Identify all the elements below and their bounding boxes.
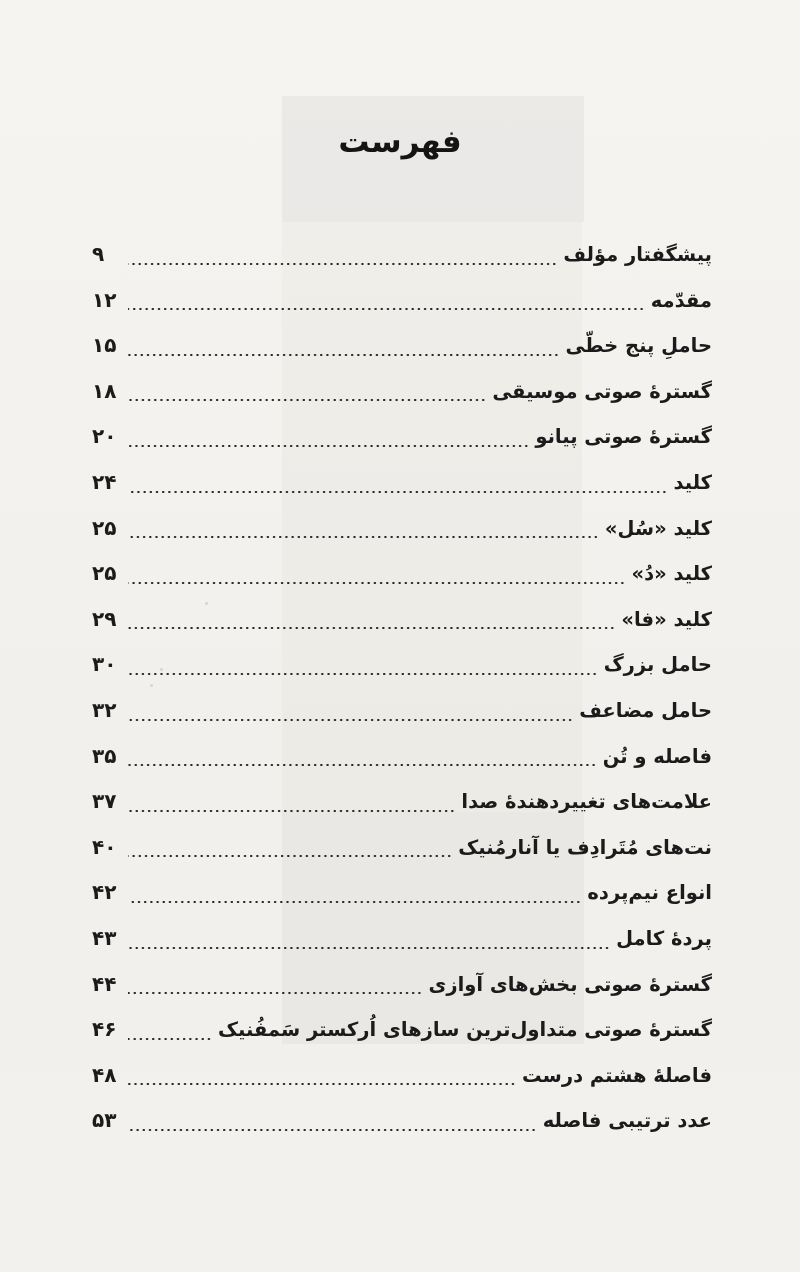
toc-entry-page: ۳۷	[92, 789, 117, 814]
dot-leader	[128, 810, 455, 812]
toc-entry-label: فاصله و تُن	[602, 744, 712, 768]
toc-entry-page: ۲۹	[92, 606, 117, 631]
toc-entry-label: گسترهٔ صوتی متداول‌ترین سازهای اُرکستر سَمفُنیک	[218, 1018, 712, 1042]
toc-entry-page: ۲۴	[92, 469, 117, 494]
toc-entry	[92, 916, 712, 962]
dot-leader	[128, 947, 610, 949]
dot-leader	[128, 627, 615, 629]
dot-leader	[128, 992, 422, 994]
toc-entry	[92, 414, 712, 460]
toc-entry-page: ۱۸	[92, 378, 117, 403]
toc-entry-label: گسترهٔ صوتی بخش‌های آوازی	[428, 972, 712, 996]
dot-leader	[128, 491, 667, 493]
toc-entry-label: حاملِ پنج خطّی	[565, 334, 712, 358]
toc-entry	[92, 1053, 712, 1099]
toc-entry-page: ۴۳	[92, 925, 117, 950]
toc-entry-page: ۳۵	[92, 743, 117, 768]
toc-entry	[92, 962, 712, 1008]
dot-leader	[128, 536, 599, 538]
toc-entry-label: فاصلهٔ هشتم درست	[522, 1063, 712, 1087]
toc-entry-label: کلید «فا»	[621, 607, 712, 631]
toc-entry	[92, 642, 712, 688]
toc-entry-label: حامل بزرگ	[603, 653, 712, 677]
dot-leader	[128, 901, 581, 903]
toc-entry	[92, 369, 712, 415]
toc-entry	[92, 551, 712, 597]
toc-entry	[92, 870, 712, 916]
toc-entry-label: مقدّمه	[650, 288, 712, 312]
dot-leader	[128, 1129, 537, 1131]
toc-entry	[92, 597, 712, 643]
toc-entry	[92, 688, 712, 734]
table-of-contents	[92, 232, 712, 1144]
toc-entry-page: ۴۲	[92, 880, 117, 905]
toc-entry-page: ۴۸	[92, 1062, 117, 1087]
toc-entry	[92, 734, 712, 780]
toc-entry-page: ۱۲	[92, 287, 117, 312]
toc-entry-label: کلید	[673, 470, 712, 494]
toc-entry-label: کلید «سُل»	[604, 516, 712, 540]
dot-leader	[128, 1083, 516, 1085]
dot-leader	[128, 263, 557, 265]
toc-entry-label: گسترهٔ صوتی پیانو	[535, 425, 712, 449]
toc-entry-page: ۳۲	[92, 697, 117, 722]
toc-entry-label: پردهٔ کامل	[616, 926, 712, 950]
toc-entry	[92, 460, 712, 506]
toc-entry-page: ۱۵	[92, 333, 117, 358]
toc-entry-page: ۵۳	[92, 1108, 117, 1133]
toc-entry-label: حامل مضاعف	[579, 698, 712, 722]
toc-entry	[92, 1007, 712, 1053]
toc-entry-label: انواع نیم‌پرده	[587, 881, 712, 905]
toc-entry	[92, 1098, 712, 1144]
toc-entry	[92, 232, 712, 278]
dot-leader	[128, 855, 452, 857]
toc-entry-label: عدد ترتیبی فاصله	[542, 1109, 712, 1133]
dot-leader	[128, 308, 645, 310]
toc-entry-page: ۲۵	[92, 515, 117, 540]
dot-leader	[128, 399, 486, 401]
toc-entry-label: پیشگفتار مؤلف	[563, 243, 712, 266]
toc-entry-label: نت‌های مُتَرادِف یا آنارمُنیک	[458, 835, 712, 859]
toc-entry-label: علامت‌های تغییردهندهٔ صدا	[461, 790, 712, 814]
toc-entry-page: ۴۴	[92, 971, 117, 996]
dot-leader	[128, 354, 559, 356]
toc-entry	[92, 779, 712, 825]
toc-entry-page: ۳۰	[92, 652, 117, 677]
toc-entry-page: ۲۵	[92, 561, 117, 586]
toc-entry-page: ۴۶	[92, 1017, 117, 1042]
dot-leader	[128, 764, 597, 766]
toc-entry	[92, 825, 712, 871]
dot-leader	[128, 1038, 212, 1040]
dot-leader	[128, 673, 598, 675]
toc-entry-label: گسترهٔ صوتی موسیقی	[492, 379, 712, 403]
page-title: فهرست	[338, 124, 462, 160]
toc-entry-page: ۴۰	[92, 834, 117, 859]
toc-entry	[92, 323, 712, 369]
toc-entry	[92, 278, 712, 324]
dot-leader	[128, 582, 625, 584]
toc-entry-page: ۹	[92, 242, 105, 266]
dot-leader	[128, 445, 529, 447]
toc-entry-page: ۲۰	[92, 424, 117, 449]
dot-leader	[128, 719, 573, 721]
toc-entry-label: کلید «دُ»	[631, 562, 712, 586]
toc-entry	[92, 506, 712, 552]
